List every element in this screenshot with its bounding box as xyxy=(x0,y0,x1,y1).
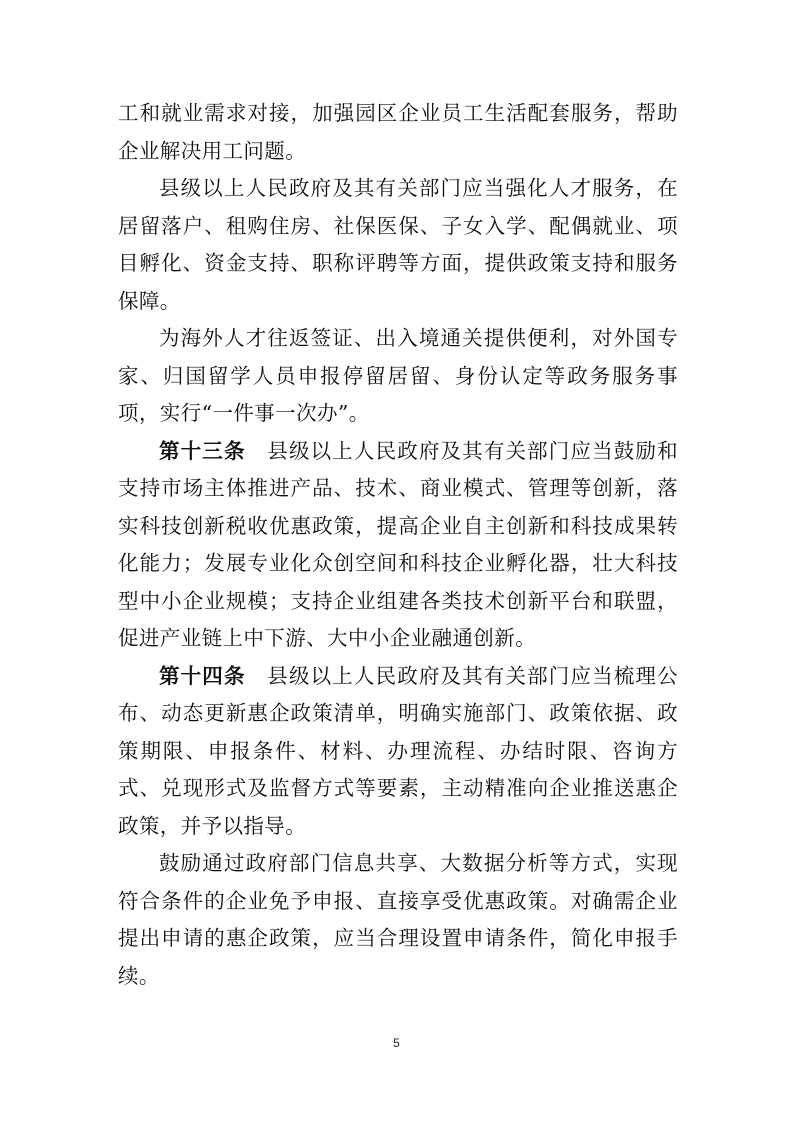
paragraph-2-text: 县级以上人民政府及其有关部门应当强化人才服务，在居留落户、租购住房、社保医保、子女入学、配偶就业、项目孵化、资金支持、职称评聘等方面，提供政策支持和服务保障。 xyxy=(118,176,678,313)
paragraph-1 xyxy=(118,95,678,170)
body-text xyxy=(118,95,678,995)
article-13-heading: 第十三条 xyxy=(159,438,246,463)
paragraph-2 xyxy=(118,170,678,320)
page-number: 5 xyxy=(393,1036,400,1050)
article-14 xyxy=(118,658,678,846)
article-13-text: 县级以上人民政府及其有关部门应当鼓励和支持市场主体推进产品、技术、商业模式、管理等创新，落实科技创新税收优惠政策，提高企业自主创新和科技成果转化能力；发展专业化众创空间和科技企业孵化器，壮大科技型中小企业规模；支持企业组建各类技术创新平台和联盟，促进产业链上中下游、大中小企业融通创新。 xyxy=(118,438,678,650)
paragraph-3 xyxy=(118,320,678,433)
paragraph-6 xyxy=(118,845,678,995)
article-14-text: 县级以上人民政府及其有关部门应当梳理公布、动态更新惠企政策清单，明确实施部门、政策依据、政策期限、申报条件、材料、办理流程、办结时限、咨询方式、兑现形式及监督方式等要素，主动精准向企业推送惠企政策，并予以指导。 xyxy=(118,663,678,838)
paragraph-1-text: 工和就业需求对接，加强园区企业员工生活配套服务，帮助企业解决用工问题。 xyxy=(118,101,678,163)
article-13 xyxy=(118,433,678,658)
paragraph-6-text: 鼓励通过政府部门信息共享、大数据分析等方式，实现符合条件的企业免予申报、直接享受优惠政策。对确需企业提出申请的惠企政策，应当合理设置申请条件，简化申报手续。 xyxy=(118,851,678,988)
article-14-heading: 第十四条 xyxy=(159,663,246,688)
paragraph-3-text: 为海外人才往返签证、出入境通关提供便利，对外国专家、归国留学人员申报停留居留、身份认定等政务服务事项，实行“一件事一次办”。 xyxy=(118,326,678,425)
